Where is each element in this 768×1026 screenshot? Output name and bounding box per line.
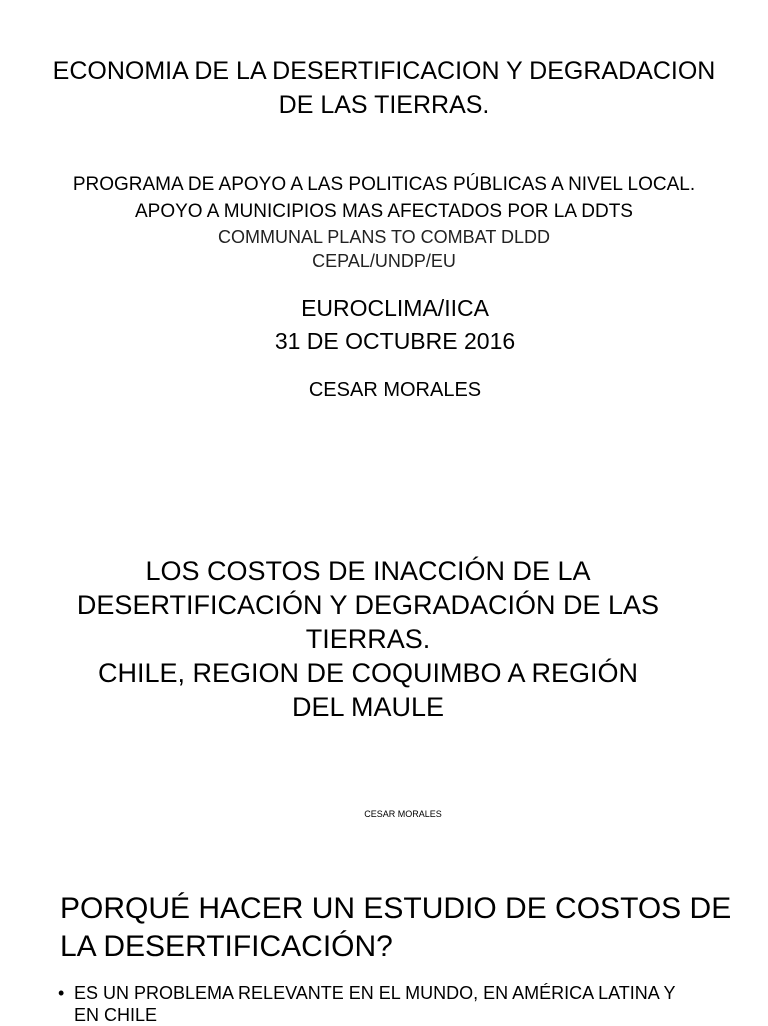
slide-2-title	[0, 554, 736, 724]
bullet-list	[58, 982, 738, 1026]
event-line: EUROCLIMA/IICA	[301, 295, 489, 321]
title-line: ECONOMIA DE LA DESERTIFICACION Y DEGRADACION	[52, 57, 716, 85]
program-line: PROGRAMA DE APOYO A LAS POLITICAS PÚBLICAS A NIVEL LOCAL.	[72, 174, 696, 195]
event-info	[0, 292, 768, 358]
slide-3-heading	[60, 890, 740, 966]
subtitle-line: CEPAL/UNDP/EU	[312, 251, 456, 271]
bullet-text: EN CHILE	[74, 1005, 158, 1025]
heading-line: LA DESERTIFICACIÓN?	[60, 930, 393, 963]
slide-1-title	[0, 54, 768, 122]
author-name: CESAR MORALES	[308, 379, 482, 401]
program-line: APOYO A MUNICIPIOS MAS AFECTADOS POR LA DDTS	[135, 201, 633, 222]
slide-footer: CESAR MORALES	[364, 809, 442, 819]
program-text	[0, 171, 768, 225]
title-line: DE LAS TIERRAS.	[278, 91, 490, 119]
title-line: DEL MAULE	[291, 692, 445, 722]
title-line: CHILE, REGION DE COQUIMBO A REGIÓN	[97, 658, 639, 688]
list-item	[58, 982, 738, 1026]
title-line: DESERTIFICACIÓN Y DEGRADACIÓN DE LAS	[76, 590, 660, 620]
event-date: 31 DE OCTUBRE 2016	[274, 328, 516, 354]
slide-2	[0, 520, 768, 850]
bullet-text: ES UN PROBLEMA RELEVANTE EN EL MUNDO, EN AMÉRICA LATINA Y	[74, 983, 676, 1003]
slide-3	[0, 850, 768, 1024]
title-line: TIERRAS.	[305, 624, 431, 654]
bullet-icon: •	[58, 983, 65, 1003]
title-line: LOS COSTOS DE INACCIÓN DE LA	[145, 556, 591, 586]
subtitle-text	[0, 225, 768, 273]
heading-line: PORQUÉ HACER UN ESTUDIO DE COSTOS DE	[60, 892, 732, 925]
subtitle-line: COMMUNAL PLANS TO COMBAT DLDD	[217, 227, 551, 247]
